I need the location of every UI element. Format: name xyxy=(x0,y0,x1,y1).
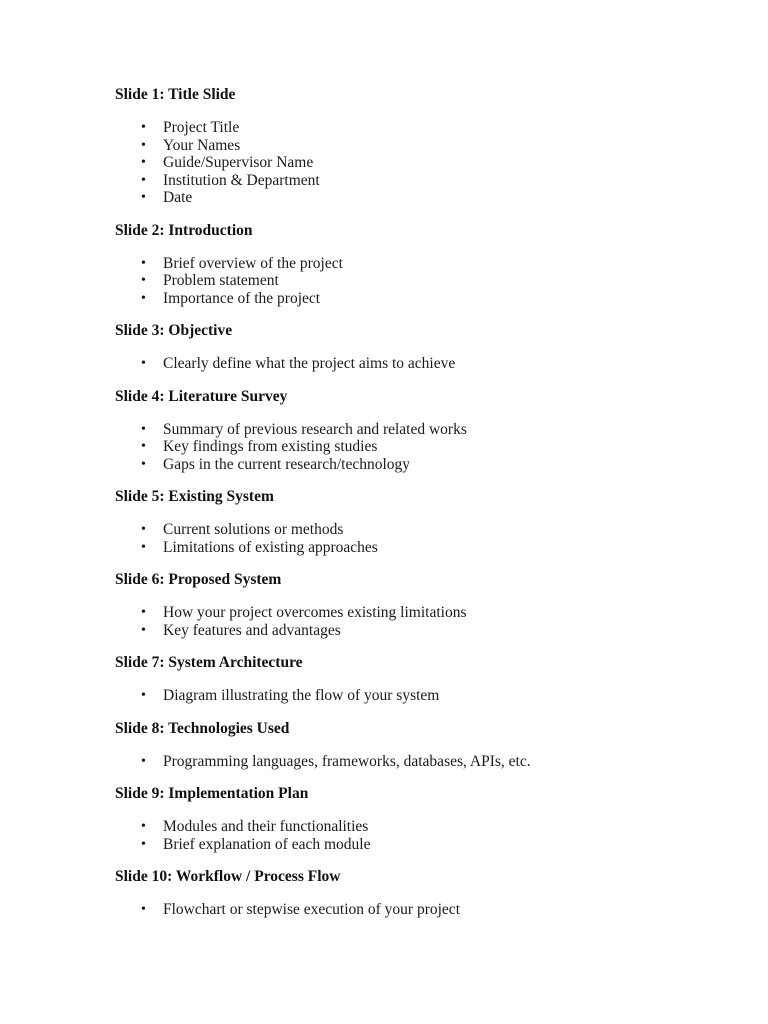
bullet-item xyxy=(141,289,708,308)
bullet-text: Key features and advantages xyxy=(163,621,341,639)
bullet-item xyxy=(141,621,708,640)
bullet-icon: • xyxy=(141,255,146,271)
bullet-item xyxy=(141,521,708,539)
slide-heading: Slide 8: Technologies Used xyxy=(115,719,290,737)
slide-section xyxy=(115,720,708,771)
bullet-text: Current solutions or methods xyxy=(163,521,344,538)
bullet-icon: • xyxy=(141,539,146,555)
bullet-item xyxy=(141,272,708,290)
bullet-item xyxy=(141,254,708,273)
bullet-text: Flowchart or stepwise execution of your project xyxy=(163,901,460,918)
bullet-item xyxy=(141,538,708,557)
slide-section xyxy=(115,222,708,308)
bullet-item xyxy=(141,818,708,836)
bullet-icon: • xyxy=(141,836,146,852)
bullet-item xyxy=(141,119,708,137)
bullet-icon: • xyxy=(141,137,146,153)
slide-section xyxy=(115,488,708,556)
bullet-item xyxy=(141,355,708,373)
slide-heading: Slide 2: Introduction xyxy=(115,221,253,239)
slide-section xyxy=(115,654,708,705)
bullet-item xyxy=(141,136,708,155)
bullet-text: Limitations of existing approaches xyxy=(163,538,378,556)
bullet-list xyxy=(115,818,708,853)
slide-heading: Slide 4: Literature Survey xyxy=(115,387,288,405)
bullet-list xyxy=(115,521,708,556)
bullet-item xyxy=(141,752,708,771)
bullet-icon: • xyxy=(141,273,146,288)
bullet-text: Brief explanation of each module xyxy=(163,835,371,853)
bullet-icon: • xyxy=(141,522,146,537)
bullet-item xyxy=(141,154,708,172)
slide-section xyxy=(115,571,708,639)
bullet-text: Institution & Department xyxy=(163,171,320,189)
slide-heading: Slide 7: System Architecture xyxy=(115,654,303,671)
bullet-icon: • xyxy=(141,155,146,170)
bullet-text: Summary of previous research and related works xyxy=(163,420,467,438)
bullet-icon: • xyxy=(141,120,146,135)
bullet-item xyxy=(141,420,708,439)
bullet-icon: • xyxy=(141,902,146,917)
bullet-icon: • xyxy=(141,290,146,306)
bullet-icon: • xyxy=(141,190,146,205)
bullet-text: Importance of the project xyxy=(163,289,321,307)
bullet-text: How your project overcomes existing limitations xyxy=(163,604,467,621)
bullet-text: Key findings from existing studies xyxy=(163,438,378,455)
bullet-icon: • xyxy=(141,819,146,834)
bullet-text: Your Names xyxy=(163,136,241,154)
bullet-text: Clearly define what the project aims to achieve xyxy=(163,355,456,372)
bullet-icon: • xyxy=(141,622,146,638)
bullet-list xyxy=(115,901,708,919)
slide-section xyxy=(115,388,708,474)
slide-heading: Slide 3: Objective xyxy=(115,322,233,339)
slide-section xyxy=(115,785,708,853)
bullet-icon: • xyxy=(141,456,146,472)
bullet-icon: • xyxy=(141,172,146,188)
slide-heading: Slide 5: Existing System xyxy=(115,488,274,505)
bullet-text: Gaps in the current research/technology xyxy=(163,455,411,473)
bullet-list xyxy=(115,604,708,639)
bullet-icon: • xyxy=(141,753,146,769)
bullet-item xyxy=(141,901,708,919)
bullet-list xyxy=(115,753,708,771)
slide-heading: Slide 1: Title Slide xyxy=(115,86,236,103)
slide-section xyxy=(115,322,708,373)
bullet-list xyxy=(115,255,708,308)
bullet-text: Problem statement xyxy=(163,272,279,289)
bullet-icon: • xyxy=(141,356,146,371)
bullet-icon: • xyxy=(141,421,146,437)
bullet-list xyxy=(115,687,708,705)
bullet-item xyxy=(141,189,708,207)
bullet-item xyxy=(141,455,708,474)
slide-heading: Slide 10: Workflow / Process Flow xyxy=(115,868,341,885)
slide-section xyxy=(115,868,708,919)
bullet-text: Brief overview of the project xyxy=(163,254,343,272)
bullet-list xyxy=(115,119,708,207)
bullet-item xyxy=(141,687,708,705)
bullet-text: Programming languages, frameworks, databases, APIs, etc. xyxy=(163,752,531,770)
slide-section xyxy=(115,86,708,207)
bullet-text: Project Title xyxy=(163,119,240,136)
bullet-item xyxy=(141,171,708,190)
bullet-text: Guide/Supervisor Name xyxy=(163,154,314,171)
bullet-text: Diagram illustrating the flow of your system xyxy=(163,687,440,704)
bullet-item xyxy=(141,604,708,622)
bullet-icon: • xyxy=(141,688,146,703)
bullet-text: Date xyxy=(163,189,193,206)
slide-heading: Slide 9: Implementation Plan xyxy=(115,785,309,802)
bullet-text: Modules and their functionalities xyxy=(163,818,369,835)
bullet-list xyxy=(115,421,708,474)
slide-heading: Slide 6: Proposed System xyxy=(115,571,282,588)
bullet-icon: • xyxy=(141,439,146,454)
bullet-item xyxy=(141,835,708,854)
bullet-item xyxy=(141,438,708,456)
bullet-icon: • xyxy=(141,605,146,620)
bullet-list xyxy=(115,355,708,373)
